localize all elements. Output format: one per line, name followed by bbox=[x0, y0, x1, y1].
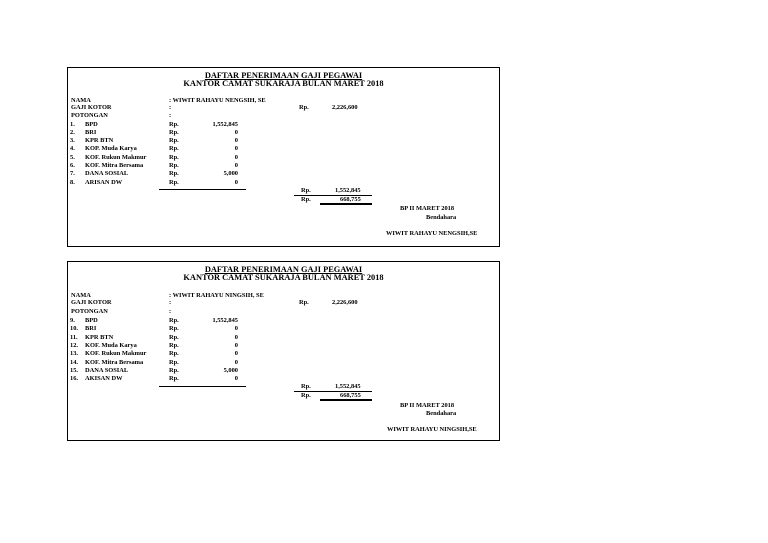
deduction-rp: Rp. bbox=[169, 317, 179, 324]
signer-role: Bendahara bbox=[426, 214, 457, 221]
gaji-bersih-value: 668,755 bbox=[340, 196, 361, 203]
potongan-colon: : bbox=[169, 112, 172, 119]
deduction-value: 0 bbox=[234, 375, 238, 382]
gaji-kotor-value: 2,226,600 bbox=[332, 299, 358, 306]
deduction-value: 0 bbox=[234, 350, 238, 357]
salary-slip bbox=[67, 261, 500, 441]
deduction-number: 9. bbox=[70, 317, 75, 324]
deduction-name: KOF. Rukun Makmur bbox=[85, 154, 147, 161]
deduction-value: 0 bbox=[234, 137, 238, 144]
gaji-bersih-rp: Rp. bbox=[301, 392, 311, 399]
nama-label: NAMA bbox=[71, 97, 91, 104]
nama-label: NAMA bbox=[71, 292, 91, 299]
net-double-rule bbox=[320, 203, 372, 205]
deduction-name: KPR BTN bbox=[85, 137, 114, 144]
gaji-kotor-colon: : bbox=[169, 104, 172, 111]
deduction-rp: Rp. bbox=[169, 350, 179, 357]
deduction-rp: Rp. bbox=[169, 342, 179, 349]
deduction-name: ARISAN DW bbox=[85, 179, 123, 186]
total-potongan-rp: Rp. bbox=[301, 383, 311, 390]
deduction-rp: Rp. bbox=[169, 137, 179, 144]
total-potongan-value: 1,552,845 bbox=[335, 383, 361, 390]
gaji-kotor-rp: Rp. bbox=[299, 104, 309, 111]
deduction-number: 15. bbox=[70, 367, 78, 374]
deduction-name: KOF. Mitra Bersama bbox=[85, 162, 144, 169]
deduction-value: 0 bbox=[234, 179, 238, 186]
deduction-number: 1. bbox=[70, 121, 75, 128]
gaji-bersih-rp: Rp. bbox=[301, 196, 311, 203]
deduction-number: 12. bbox=[70, 342, 78, 349]
potongan-colon: : bbox=[169, 308, 172, 315]
signer-name: WIWIT RAHAYU NENGSIH,SE bbox=[386, 230, 478, 237]
slip-date: BP II MARET 2018 bbox=[400, 402, 455, 409]
gaji-kotor-colon: : bbox=[169, 299, 172, 306]
deduction-number: 13. bbox=[70, 350, 78, 357]
salary-slip bbox=[67, 67, 500, 247]
deduction-name: KOF. Muda Karya bbox=[85, 342, 137, 349]
deduction-number: 14. bbox=[70, 359, 78, 366]
slip-subtitle: KANTOR CAMAT SUKARAJA BULAN MARET 2018 bbox=[183, 273, 384, 282]
deduction-value: 1,552,845 bbox=[212, 317, 238, 324]
deduction-value: 5,000 bbox=[223, 367, 238, 374]
deduction-rp: Rp. bbox=[169, 179, 179, 186]
nama-value: : WIWIT RAHAYU NINGSIH, SE bbox=[169, 292, 264, 299]
deduction-name: BRI bbox=[85, 325, 97, 332]
deduction-name: KOP. Muda Karya bbox=[85, 145, 137, 152]
deduction-rp: Rp. bbox=[169, 367, 179, 374]
deduction-value: 0 bbox=[234, 154, 238, 161]
deduction-value: 0 bbox=[234, 342, 238, 349]
gaji-kotor-value: 2,226,600 bbox=[332, 104, 358, 111]
gaji-bersih-value: 668,755 bbox=[340, 392, 361, 399]
deductions-underline bbox=[159, 189, 246, 190]
deduction-rp: Rp. bbox=[169, 121, 179, 128]
gaji-kotor-label: GAJI KOTOR bbox=[71, 104, 112, 111]
deduction-value: 0 bbox=[234, 334, 238, 341]
potongan-label: POTONGAN bbox=[71, 112, 108, 119]
slip-title: DAFTAR PENERIMAAN GAJI PEGAWAI bbox=[204, 265, 363, 274]
deduction-number: 3. bbox=[70, 137, 75, 144]
deduction-rp: Rp. bbox=[169, 325, 179, 332]
deductions-underline bbox=[159, 386, 246, 387]
gaji-kotor-rp: Rp. bbox=[299, 299, 309, 306]
deduction-value: 5,000 bbox=[223, 170, 238, 177]
gaji-kotor-label: GAJI KOTOR bbox=[71, 299, 112, 306]
deduction-name: KPR BTN bbox=[85, 334, 114, 341]
deduction-rp: Rp. bbox=[169, 375, 179, 382]
deduction-name: BPD bbox=[85, 121, 98, 128]
signer-role: Bendahara bbox=[426, 410, 457, 417]
total-potongan-rp: Rp. bbox=[301, 187, 311, 194]
deduction-number: 8. bbox=[70, 179, 75, 186]
net-double-rule bbox=[320, 399, 372, 401]
slip-date: BP II MARET 2018 bbox=[400, 205, 455, 212]
deduction-value: 0 bbox=[234, 162, 238, 169]
deduction-number: 16. bbox=[70, 375, 78, 382]
deduction-value: 0 bbox=[234, 129, 238, 136]
deduction-number: 10. bbox=[70, 325, 78, 332]
deduction-number: 11. bbox=[70, 334, 78, 341]
slip-title: DAFTAR PENERIMAAN GAJI PEGAWAI bbox=[204, 71, 363, 80]
deduction-rp: Rp. bbox=[169, 334, 179, 341]
signer-name: WIWIT RAHAYU NINGSIH,SE bbox=[387, 426, 477, 433]
deduction-name: AKISAN DW bbox=[85, 375, 123, 382]
deduction-name: DANA SOSIAL bbox=[85, 367, 129, 374]
deduction-rp: Rp. bbox=[169, 170, 179, 177]
deduction-name: KOF. Rukun Makmur bbox=[85, 350, 147, 357]
deduction-value: 0 bbox=[234, 325, 238, 332]
deduction-number: 4. bbox=[70, 145, 75, 152]
deduction-number: 6. bbox=[70, 162, 75, 169]
deduction-value: 0 bbox=[234, 359, 238, 366]
deduction-name: BRI bbox=[85, 129, 97, 136]
deduction-number: 5. bbox=[70, 154, 75, 161]
deduction-rp: Rp. bbox=[169, 145, 179, 152]
deduction-name: KOF. Mitra Bersama bbox=[85, 359, 144, 366]
deduction-name: DANA SOSIAL bbox=[85, 170, 129, 177]
deduction-number: 7. bbox=[70, 170, 75, 177]
deduction-rp: Rp. bbox=[169, 359, 179, 366]
deduction-rp: Rp. bbox=[169, 162, 179, 169]
deduction-name: BPD bbox=[85, 317, 98, 324]
nama-value: : WIWIT RAHAYU NENGSIH, SE bbox=[169, 97, 266, 104]
potongan-label: POTONGAN bbox=[71, 308, 108, 315]
deduction-value: 0 bbox=[234, 145, 238, 152]
slip-subtitle: KANTOR CAMAT SUKARAJA BULAN MARET 2018 bbox=[183, 79, 384, 88]
deduction-rp: Rp. bbox=[169, 154, 179, 161]
deduction-value: 1,552,845 bbox=[212, 121, 238, 128]
deduction-number: 2. bbox=[70, 129, 75, 136]
total-potongan-value: 1,552,845 bbox=[335, 187, 361, 194]
deduction-rp: Rp. bbox=[169, 129, 179, 136]
